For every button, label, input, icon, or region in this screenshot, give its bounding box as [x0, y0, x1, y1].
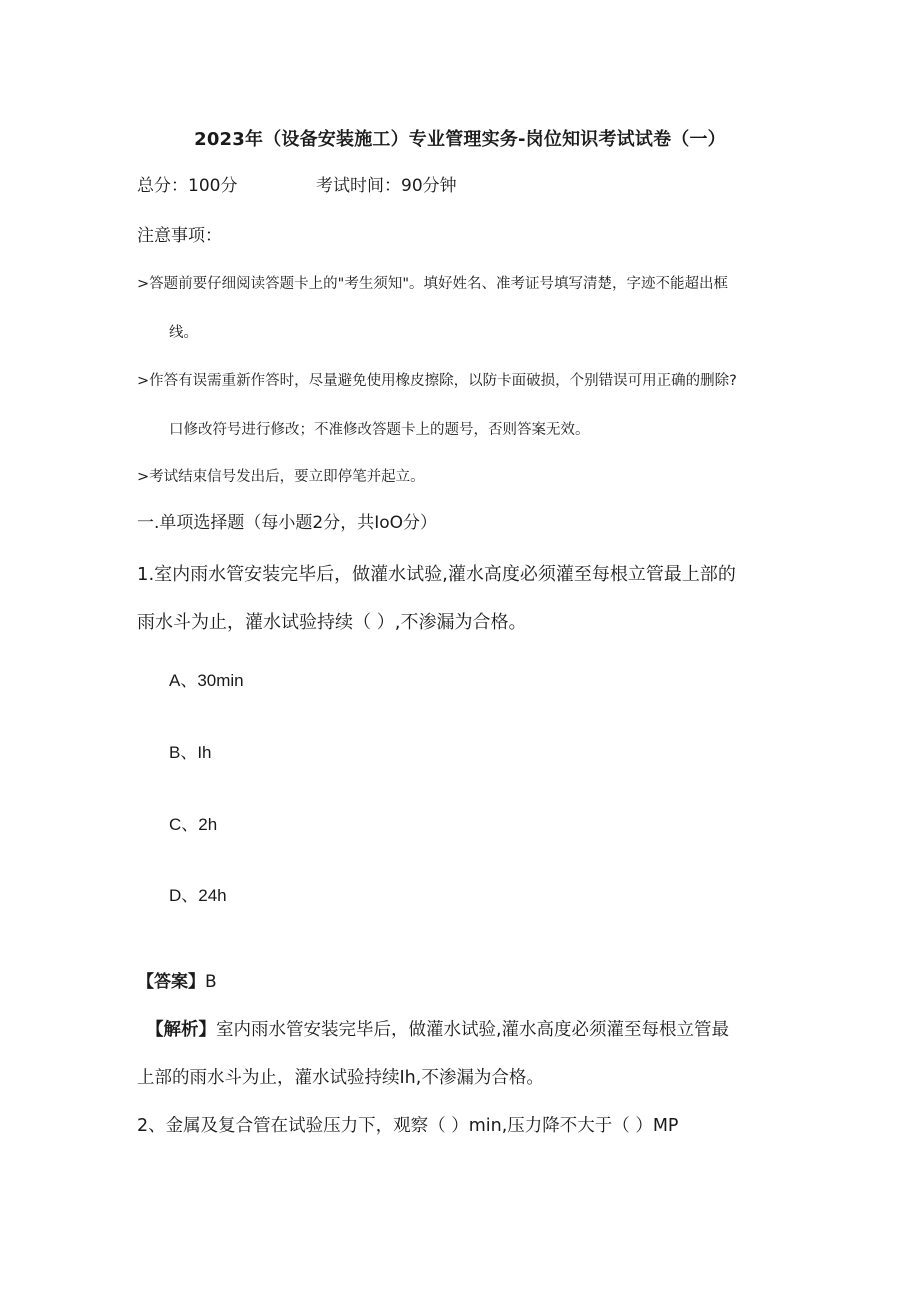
note-1-line-2: 线。: [169, 325, 198, 341]
answer-value: B: [205, 972, 217, 992]
question-1-answer: [137, 974, 217, 991]
exam-time: 考试时间：90分钟: [316, 176, 457, 196]
question-1-analysis-line-2: 上部的雨水斗为止，灌水试验持续Ih,不渗漏为合格。: [137, 1068, 544, 1088]
analysis-label: 【解析】: [146, 1020, 216, 1040]
analysis-text: 室内雨水管安装完毕后，做灌水试验,灌水高度必须灌至每根立管最: [216, 1020, 730, 1040]
document-title: 2023年（设备安装施工）专业管理实务-岗位知识考试试卷（一）: [194, 129, 726, 150]
question-1-stem-line-2: 雨水斗为止，灌水试验持续（ ）,不渗漏为合格。: [137, 612, 527, 633]
question-1-option-b: B、Ih: [169, 743, 212, 762]
question-1-analysis-line-1: [137, 1022, 729, 1040]
question-1-option-c: C、2h: [169, 815, 218, 834]
question-1-option-a: A、30min: [169, 671, 244, 690]
note-2-line-1: >作答有误需重新作答时，尽量避免使用橡皮擦除，以防卡面破损，个别错误可用正确的删除?: [137, 373, 737, 389]
answer-label: 【答案】: [137, 972, 205, 992]
question-2-stem-line-1: 2、金属及复合管在试验压力下，观察（ ）min,压力降不大于（ ）MP: [137, 1116, 679, 1136]
question-1-option-d: D、24h: [169, 886, 227, 905]
note-3-line-1: >考试结束信号发出后，要立即停笔并起立。: [137, 469, 425, 485]
notes-heading: 注意事项：: [137, 226, 222, 246]
total-score: 总分：100分: [137, 176, 238, 196]
note-2-line-2: 口修改符号进行修改；不准修改答题卡上的题号，否则答案无效。: [169, 422, 590, 438]
note-1-line-1: >答题前要仔细阅读答题卡上的"考生须知"。填好姓名、准考证号填写清楚，字迹不能超出框: [137, 276, 728, 292]
question-1-stem-line-1: 1.室内雨水管安装完毕后，做灌水试验,灌水高度必须灌至每根立管最上部的: [137, 564, 736, 585]
section-heading: 一.单项选择题（每小题2分，共IoO分）: [137, 513, 438, 533]
